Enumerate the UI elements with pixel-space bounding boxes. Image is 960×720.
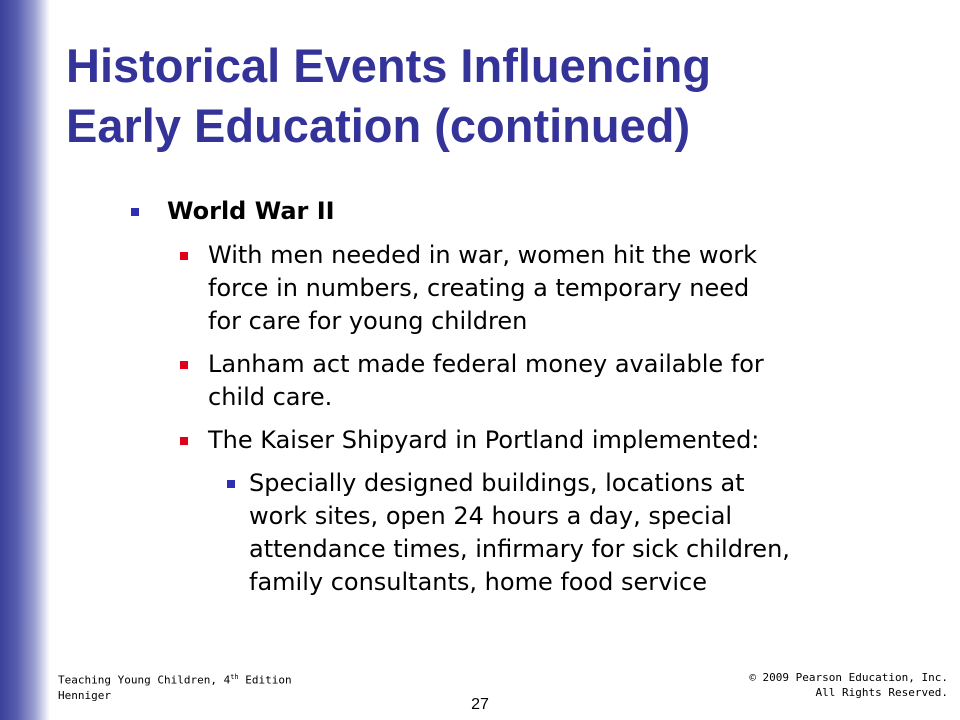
bullet-square-icon — [227, 480, 235, 488]
bullet-text-line: work sites, open 24 hours a day, special — [249, 502, 733, 530]
footer-edition-text: Edition — [238, 673, 292, 687]
footer-edition-sup: th — [230, 673, 239, 681]
bullet-text-line: child care. — [208, 383, 333, 411]
bullet-text — [208, 239, 898, 338]
bullet-text — [208, 348, 898, 414]
bullet-text-line: for care for young children — [208, 307, 528, 335]
footer-copyright: © 2009 Pearson Education, Inc. — [749, 671, 948, 684]
bullet-square-icon — [180, 252, 188, 260]
slide-title — [66, 36, 946, 156]
page-number: 27 — [471, 696, 489, 713]
slide-title-line-1: Historical Events Influencing — [66, 39, 712, 92]
bullet-text-line: force in numbers, creating a temporary need — [208, 274, 750, 302]
footer-author: Henniger — [58, 688, 111, 702]
footer-left — [58, 670, 358, 703]
slide-title-line-2: Early Education (continued) — [66, 99, 691, 152]
bullet-square-icon — [180, 437, 188, 445]
bullet-text-line: Specially designed buildings, locations at — [249, 469, 745, 497]
bullet-text — [208, 424, 898, 457]
bullet-text: World War II — [167, 197, 335, 225]
bullet-square-icon — [131, 208, 139, 216]
side-gradient-bar — [0, 0, 50, 720]
bullet-text-line: attendance times, infirmary for sick children, — [249, 535, 790, 563]
bullet-text-line: family consultants, home food service — [249, 568, 707, 596]
footer-book-title-text: Teaching Young Children, 4 — [58, 673, 231, 687]
bullet-text — [249, 467, 939, 599]
bullet-text-line: Lanham act made federal money available for — [208, 350, 764, 378]
footer-rights: All Rights Reserved. — [815, 686, 948, 699]
footer-right — [648, 670, 948, 700]
bullet-text-line: The Kaiser Shipyard in Portland implemented: — [208, 426, 760, 454]
bullet-text-line: With men needed in war, women hit the work — [208, 241, 757, 269]
footer-book-title — [58, 670, 358, 688]
bullet-square-icon — [180, 361, 188, 369]
